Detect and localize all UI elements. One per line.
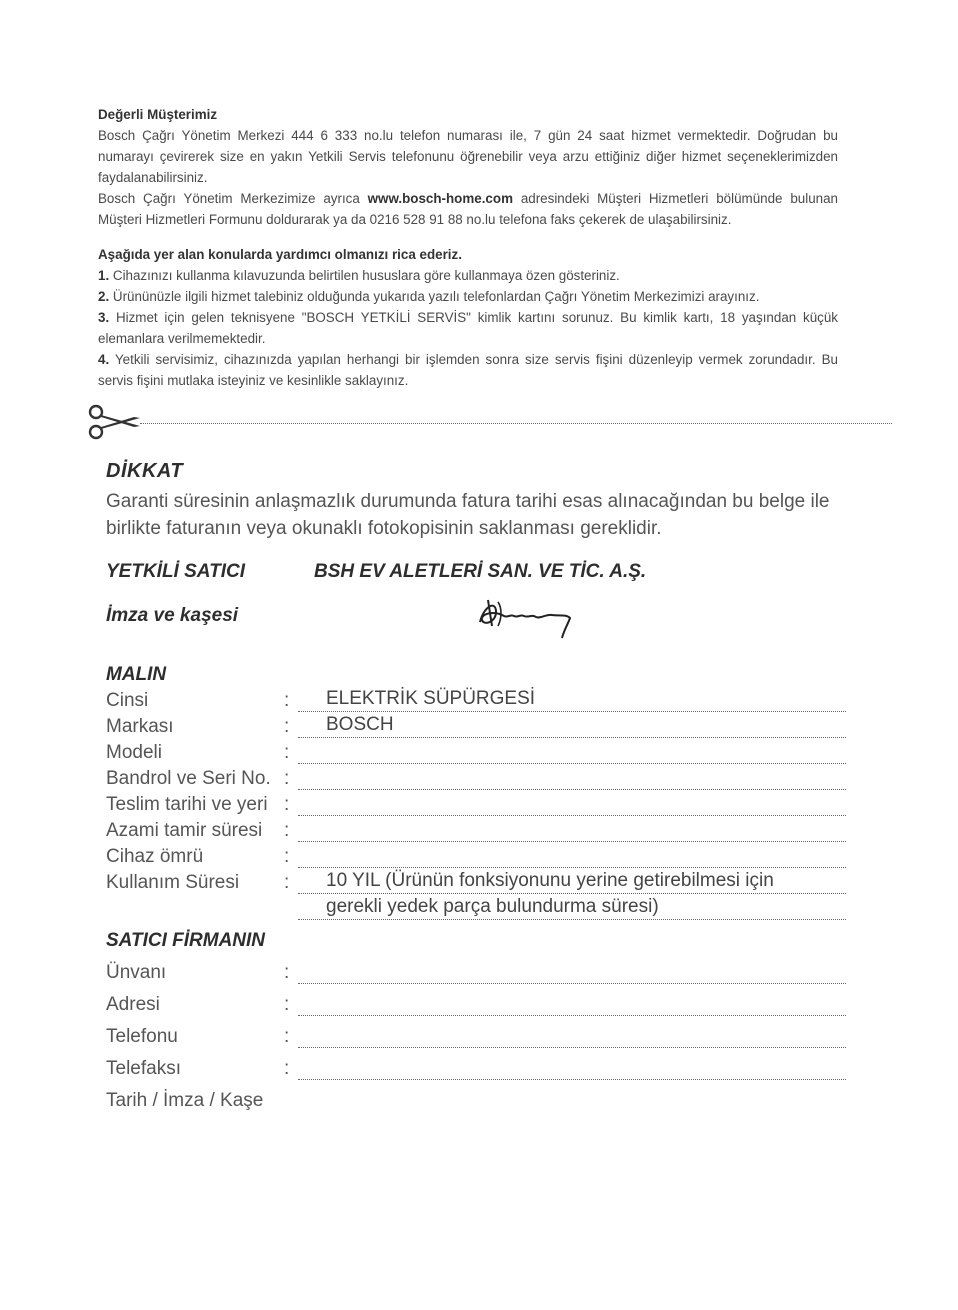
field-label: Telefonu bbox=[106, 1026, 178, 1047]
field-value[interactable]: ELEKTRİK SÜPÜRGESİ bbox=[326, 688, 536, 709]
customer-info-section bbox=[98, 104, 838, 391]
field-cinsi: Cinsi : ELEKTRİK SÜPÜRGESİ bbox=[106, 690, 846, 716]
handwritten-signature bbox=[474, 592, 574, 642]
list-item: 1. Cihazınızı kullanma kılavuzunda belirtilen hususlara göre kullanmaya özen gösteriniz. bbox=[98, 268, 620, 283]
field-unvani: Ünvanı : bbox=[106, 962, 846, 988]
date-signature-label: Tarih / İmza / Kaşe bbox=[106, 1090, 264, 1111]
field-label: Modeli bbox=[106, 742, 162, 763]
field-markasi: Markası : BOSCH bbox=[106, 716, 846, 742]
field-label: Ünvanı bbox=[106, 962, 167, 983]
field-value[interactable]: 10 YIL (Ürünün fonksiyonunu yerine getirebilmesi için bbox=[326, 870, 774, 891]
list-item: 4. Yetkili servisimiz, cihazınızda yapılan herhangi bir işlemden sonra size servis fişini düzenleyip vermek zorundadır. Bu servis fişini mutlaka isteyiniz ve kesinlikle saklayınız. bbox=[98, 352, 838, 388]
website-paragraph: Bosch Çağrı Yönetim Merkezimize ayrıca www.bosch-home.com adresindeki Müşteri Hizmetleri bölümünde bulunan Müşteri Hizmetleri Formunu doldurarak ya da 0216 528 91 88 no.lu telefona faks çekerek de ulaşabilirsiniz. bbox=[98, 191, 838, 227]
field-telefonu: Telefonu : bbox=[106, 1026, 846, 1052]
field-adresi: Adresi : bbox=[106, 994, 846, 1020]
product-heading: MALIN bbox=[106, 664, 167, 685]
company-name: BSH EV ALETLERİ SAN. VE TİC. A.Ş. bbox=[314, 561, 647, 582]
call-center-paragraph: Bosch Çağrı Yönetim Merkezi 444 6 333 no.lu telefon numarası ile, 7 gün 24 saat hizmet vermektedir. Doğrudan bu numarayı çevirerek size en yakın Yetkili Servis telefonunu öğrenebilir veya arzu ettiğiniz diğer hizmet seçeneklerimizden faydalanabilirsiniz. bbox=[98, 128, 838, 185]
list-item: 2. Ürününüzle ilgili hizmet talebiniz olduğunda yukarıda yazılı telefonlardan Çağrı Yönetim Merkezimizi arayınız. bbox=[98, 289, 760, 304]
field-label: Cinsi bbox=[106, 690, 149, 711]
dikkat-heading: DİKKAT bbox=[106, 460, 184, 482]
fill-line[interactable] bbox=[298, 983, 846, 984]
field-kullanim: Kullanım Süresi : 10 YIL (Ürünün fonksiyonunu yerine getirebilmesi için gerekli yedek parça bulundurma süresi) bbox=[106, 872, 846, 898]
field-azami: Azami tamir süresi : bbox=[106, 820, 846, 846]
cut-line bbox=[88, 404, 892, 440]
field-telefaksi: Telefaksı : bbox=[106, 1058, 846, 1084]
field-label: Telefaksı bbox=[106, 1058, 181, 1079]
greeting: Değerli Müşterimiz bbox=[98, 107, 218, 122]
request-heading: Aşağıda yer alan konularda yardımcı olmanızı rica ederiz. bbox=[98, 247, 462, 262]
authorized-seller-label: YETKİLİ SATICI bbox=[106, 561, 245, 582]
website-link[interactable]: www.bosch-home.com bbox=[367, 191, 513, 206]
vendor-heading: SATICI FİRMANIN bbox=[106, 930, 266, 951]
list-item: 3. Hizmet için gelen teknisyene "BOSCH YETKİLİ SERVİS" kimlik kartını sorunuz. Bu kimlik kartı, 18 yaşından küçük elemanlara verilmemektedir. bbox=[98, 310, 838, 346]
field-teslim: Teslim tarihi ve yeri : bbox=[106, 794, 846, 820]
fill-line[interactable] bbox=[298, 1079, 846, 1080]
fill-line[interactable] bbox=[298, 1047, 846, 1048]
fill-line[interactable] bbox=[298, 1015, 846, 1016]
field-modeli: Modeli : bbox=[106, 742, 846, 768]
dotted-cut-guide bbox=[140, 423, 892, 424]
signature-label: İmza ve kaşesi bbox=[106, 605, 239, 626]
field-value-cont[interactable]: gerekli yedek parça bulundurma süresi) bbox=[326, 896, 659, 917]
field-label: Teslim tarihi ve yeri bbox=[106, 794, 268, 815]
field-value[interactable]: BOSCH bbox=[326, 714, 394, 735]
scissors-icon bbox=[88, 404, 142, 440]
field-label: Kullanım Süresi bbox=[106, 872, 240, 893]
field-label: Adresi bbox=[106, 994, 160, 1015]
field-bandrol: Bandrol ve Seri No. : bbox=[106, 768, 846, 794]
field-omru: Cihaz ömrü : bbox=[106, 846, 846, 872]
field-label: Bandrol ve Seri No. bbox=[106, 768, 271, 789]
field-label: Cihaz ömrü bbox=[106, 846, 204, 867]
field-label: Azami tamir süresi bbox=[106, 820, 263, 841]
field-label: Markası bbox=[106, 716, 174, 737]
dikkat-text: Garanti süresinin anlaşmazlık durumunda fatura tarihi esas alınacağından bu belge ile birlikte faturanın veya okunaklı fotokopisinin saklanması gereklidir. bbox=[106, 491, 830, 539]
